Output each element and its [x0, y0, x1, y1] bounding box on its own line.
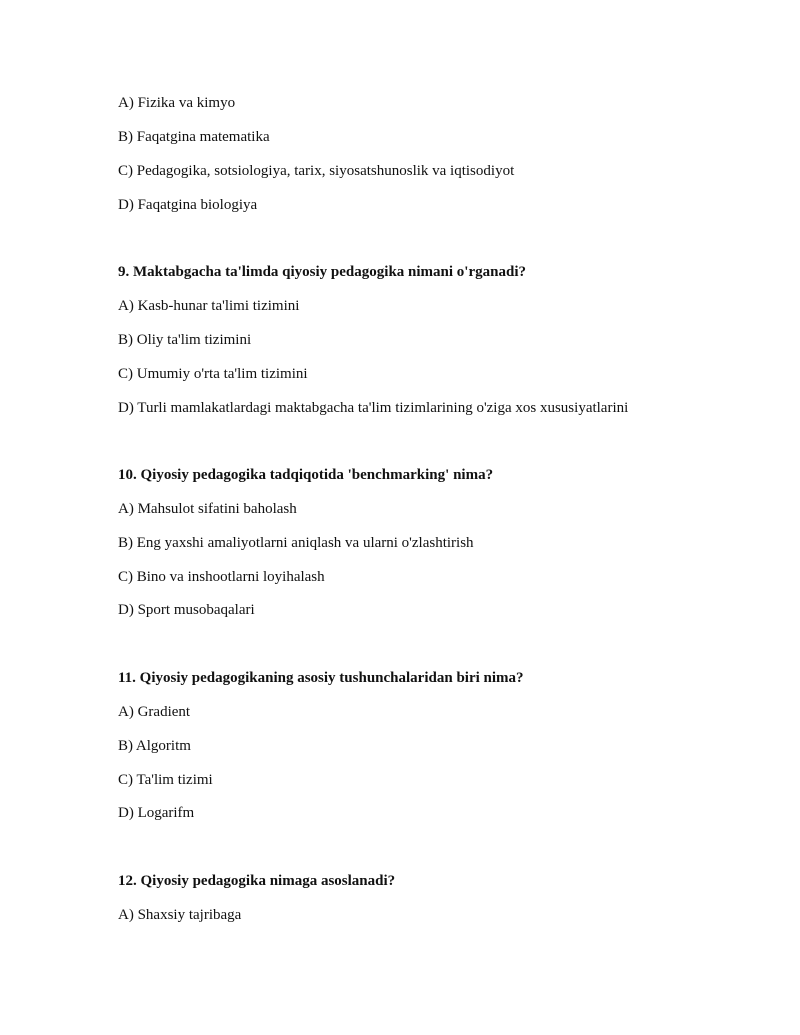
option-a: A) Fizika va kimyo [118, 95, 236, 111]
option-d: D) Faqatgina biologiya [118, 197, 258, 213]
question-12: 12. Qiyosiy pedagogika nimaga asoslanadi? [118, 873, 396, 889]
option-d: D) Turli mamlakatlardagi maktabgacha ta'lim tizimlarining o'ziga xos xususiyatlarini [118, 400, 629, 416]
option-a: A) Gradient [118, 704, 191, 720]
option-a: A) Mahsulot sifatini baholash [118, 501, 297, 517]
option-c: C) Ta'lim tizimi [118, 772, 213, 788]
question-10: 10. Qiyosiy pedagogika tadqiqotida 'benchmarking' nima? [118, 467, 494, 483]
option-b: B) Faqatgina matematika [118, 129, 270, 145]
option-c: C) Umumiy o'rta ta'lim tizimini [118, 366, 308, 382]
option-c: C) Pedagogika, sotsiologiya, tarix, siyosatshunoslik va iqtisodiyot [118, 163, 515, 179]
option-a: A) Kasb-hunar ta'limi tizimini [118, 298, 300, 314]
option-d: D) Logarifm [118, 805, 195, 821]
question-9: 9. Maktabgacha ta'limda qiyosiy pedagogika nimani o'rganadi? [118, 264, 526, 280]
option-b: B) Eng yaxshi amaliyotlarni aniqlash va ularni o'zlashtirish [118, 535, 474, 551]
option-b: B) Oliy ta'lim tizimini [118, 332, 252, 348]
option-c: C) Bino va inshootlarni loyihalash [118, 569, 325, 585]
option-b: B) Algoritm [118, 738, 191, 754]
question-11: 11. Qiyosiy pedagogikaning asosiy tushunchalaridan biri nima? [118, 670, 524, 686]
option-d: D) Sport musobaqalari [118, 602, 255, 618]
option-a: A) Shaxsiy tajribaga [118, 907, 242, 923]
